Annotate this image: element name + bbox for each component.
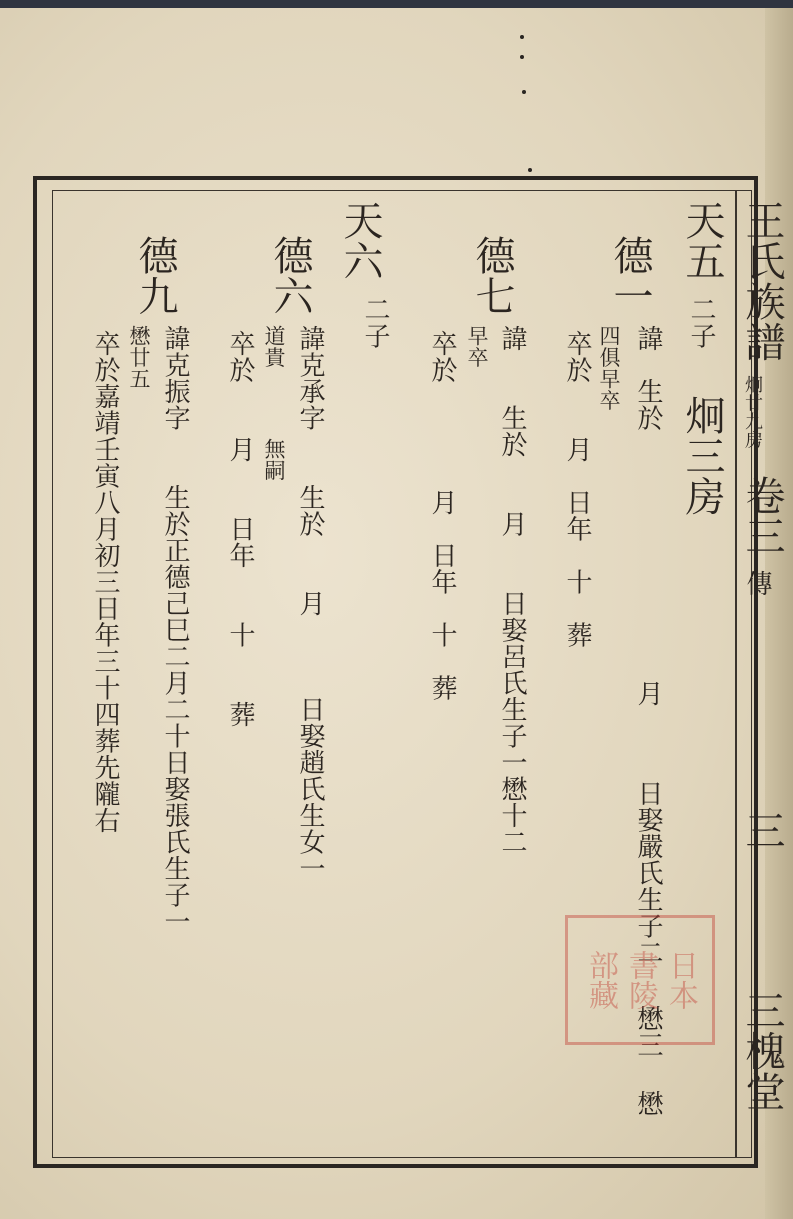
entry-text: 諱克振字 生於正德己巳二月二十日娶張氏生子一 bbox=[160, 325, 190, 935]
volume-label: 卷三 bbox=[739, 475, 785, 556]
entry-note: 懋廿五 bbox=[127, 325, 151, 390]
seal-text: 部藏 bbox=[583, 950, 618, 1010]
entry-note: 道貴 bbox=[262, 325, 286, 368]
sons-count: 二子 bbox=[686, 296, 716, 349]
branch-heading: 炯三房 bbox=[679, 395, 725, 517]
entry-text: 諱 生於 月 日娶呂氏生子一懋十二 bbox=[497, 325, 527, 855]
entry-text: 卒於 月 日年 十 葬 bbox=[562, 330, 592, 648]
entry-text: 日娶嚴氏生子二 bbox=[633, 780, 663, 966]
entry-text: 月 bbox=[633, 680, 663, 707]
entry-note: 早卒 bbox=[465, 325, 489, 368]
person-name: 德一 bbox=[607, 235, 653, 316]
branch-subtitle: 炯廿九房 bbox=[742, 375, 763, 449]
book-title: 王氏族譜 bbox=[739, 200, 785, 362]
top-edge bbox=[0, 0, 793, 8]
ink-speck bbox=[528, 168, 532, 172]
hall-name: 三槐堂 bbox=[739, 990, 785, 1112]
ink-speck bbox=[520, 35, 524, 39]
sons-count: 二子 bbox=[360, 296, 390, 349]
ink-speck bbox=[522, 90, 526, 94]
entry-text: 諱 生於 bbox=[633, 325, 663, 431]
person-name: 德九 bbox=[132, 235, 178, 316]
library-seal-stamp bbox=[565, 915, 715, 1045]
person-name: 德七 bbox=[469, 235, 515, 316]
entry-note: 無嗣 bbox=[262, 438, 286, 481]
section-label: 傳 bbox=[742, 570, 772, 597]
person-name: 德六 bbox=[267, 235, 313, 316]
entry-text: 懋 bbox=[633, 1090, 663, 1117]
page-number: 三 bbox=[739, 810, 785, 851]
seal-text: 日本 bbox=[663, 950, 698, 1010]
center-fold-line bbox=[735, 190, 737, 1158]
seal-text: 書陵 bbox=[623, 950, 658, 1010]
entry-text: 卒於嘉靖壬寅八月初三日年三十四葬先隴右 bbox=[90, 330, 120, 834]
entry-note: 四俱早卒 bbox=[597, 325, 621, 411]
generation-heading: 天五 bbox=[679, 200, 725, 281]
entry-text: 諱克承字 生於 月 日娶趙氏生女一 bbox=[295, 325, 325, 882]
entry-text: 懋三 bbox=[633, 1005, 663, 1058]
entry-text: 卒於 月 日年 十 葬 bbox=[427, 330, 457, 701]
entry-text: 卒於 月 日年 十 葬 bbox=[225, 330, 255, 728]
ink-speck bbox=[520, 55, 524, 59]
generation-heading: 天六 bbox=[337, 200, 383, 281]
